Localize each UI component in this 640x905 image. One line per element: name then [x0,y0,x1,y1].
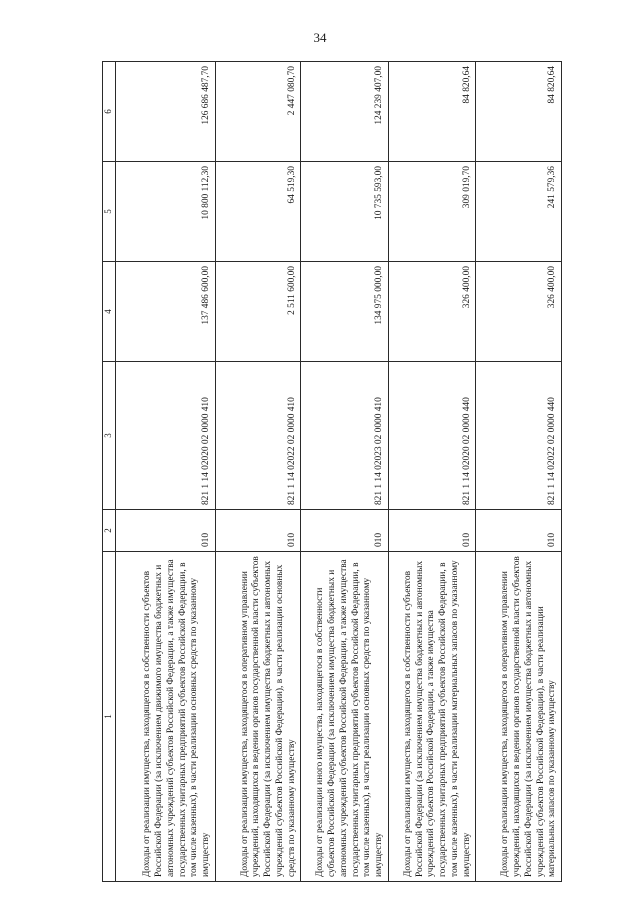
remaining-amount-cell: 2 447 080,70 [215,62,300,162]
table-row [476,62,562,882]
approved-amount-cell: 2 511 600,00 [215,262,300,362]
column-number: 2 [103,510,116,552]
column-number: 6 [103,62,116,162]
approved-amount-cell: 326 400,00 [388,262,476,362]
table-row [116,62,216,882]
kbk-code-cell: 821 1 14 02020 02 0000 440 [388,362,476,510]
approved-amount-cell: 326 400,00 [476,262,562,362]
table-row [215,62,300,882]
column-number: 5 [103,162,116,262]
admin-code-cell: 010 [116,510,216,552]
income-name-cell: Доходы от реализации имущества, находящегося в оперативном управлении учреждений, находящихся в ведении органов государственной власти субъектов Российской Федерации (за исключением имущества бюджетных и автономных учреждений субъектов Российской Федерации), в части реализации материальных запасов по указанному имуществу [476,552,562,882]
admin-code-cell: 010 [215,510,300,552]
admin-code-cell: 010 [301,510,389,552]
kbk-code-cell: 821 1 14 02020 02 0000 410 [116,362,216,510]
remaining-amount-cell: 84 820,64 [476,62,562,162]
table-row [301,62,389,882]
budget-table [102,61,562,882]
executed-amount-cell: 241 579,36 [476,162,562,262]
remaining-amount-cell: 126 686 487,70 [116,62,216,162]
executed-amount-cell: 10 800 112,30 [116,162,216,262]
approved-amount-cell: 134 975 000,00 [301,262,389,362]
rotated-table-wrapper [102,62,562,882]
income-name-cell: Доходы от реализации иного имущества, находящегося в собственности субъектов Российской Федерации (за исключением имущества бюджетных и автономных учреждений субъектов Российской Федерации, а также имущества государственных унитарных предприятий субъектов Российской Федерации, в том числе казенных), в части реализации основных средств по указанному имуществу [301,552,389,882]
column-number: 4 [103,262,116,362]
table-row [388,62,476,882]
admin-code-cell: 010 [388,510,476,552]
column-number: 1 [103,552,116,882]
executed-amount-cell: 309 019,70 [388,162,476,262]
column-number: 3 [103,362,116,510]
approved-amount-cell: 137 486 600,00 [116,262,216,362]
remaining-amount-cell: 124 239 407,00 [301,62,389,162]
admin-code-cell: 010 [476,510,562,552]
income-name-cell: Доходы от реализации имущества, находящегося в собственности субъектов Российской Федерации (за исключением имущества бюджетных и автономных учреждений субъектов Российской Федерации, а также имущества государственных унитарных предприятий субъектов Российской Федерации, в том числе казенных), в части реализации материальных запасов по указанному имуществу [388,552,476,882]
remaining-amount-cell: 84 820,64 [388,62,476,162]
kbk-code-cell: 821 1 14 02022 02 0000 440 [476,362,562,510]
income-name-cell: Доходы от реализации имущества, находящегося в оперативном управлении учреждений, находящихся в ведении органов государственной власти субъектов Российской Федерации (за исключением имущества бюджетных и автономных учреждений субъектов Российской Федерации), в части реализации основных средств по указанному имуществу [215,552,300,882]
executed-amount-cell: 10 735 593,00 [301,162,389,262]
kbk-code-cell: 821 1 14 02023 02 0000 410 [301,362,389,510]
income-name-cell: Доходы от реализации имущества, находящегося в собственности субъектов Российской Федерации (за исключением движимого имущества бюджетных и автономных учреждений субъектов Российской Федерации, а также имущества государственных унитарных предприятий субъектов Российской Федерации, в том числе казенных), в части реализации основных средств по указанному имуществу [116,552,216,882]
executed-amount-cell: 64 519,30 [215,162,300,262]
column-number-row [103,62,116,882]
kbk-code-cell: 821 1 14 02022 02 0000 410 [215,362,300,510]
page-number: 34 [313,30,327,45]
